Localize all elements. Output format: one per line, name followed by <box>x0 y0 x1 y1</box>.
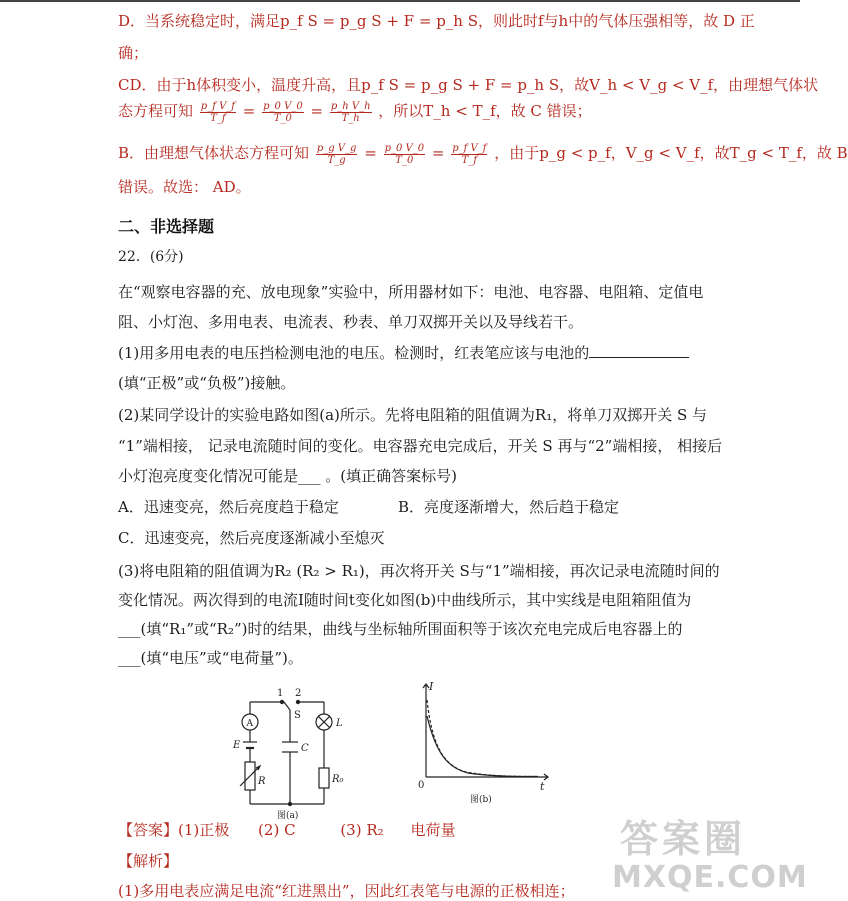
section-title: 二、非选择题 <box>118 217 215 236</box>
analysis-cd-line2: 态方程可知 $\frac{\text{p\_f V\_f}}{T\_f}$ = $\frac{p\_0 V\_0}{T\_0}$ = $\frac{\text{p\_h V\_h}}{T\_h}$ ，所以T_h < T_f，故 C 错误； <box>118 100 592 124</box>
part3-line1: (3)将电阻箱的阻值调为R₂ (R₂ > R₁)，再次将开关 S与“1”端相接，再次记录电流随时间的 <box>118 562 720 580</box>
option-a: A．迅速变亮，然后亮度趋于稳定 <box>118 498 339 516</box>
dashed-curve <box>427 700 538 777</box>
top-rule <box>0 0 800 2</box>
watermark-cn: 答案圈 <box>620 817 747 861</box>
part1-line2: (填“正极”或“负极”)接触。 <box>118 374 296 392</box>
answer-part3-label: (3) <box>340 821 362 839</box>
fraction-g: $\frac{\text{p\_g V\_g}}{T\_g}$ <box>316 142 357 166</box>
part2-line1: (2)某同学设计的实验电路如图(a)所示。先将电阻箱的阻值调为R₁，将单刀双掷开关 S 与 <box>118 406 708 424</box>
answer-part3-value: R₂ <box>366 821 384 839</box>
switch-label: S <box>294 710 301 721</box>
ammeter-label: A <box>246 719 253 729</box>
fraction-f: $\frac{\text{p\_f V\_f}}{T\_f}$ <box>200 100 236 124</box>
b-text-a: B．由理想气体状态方程可知 <box>118 144 310 162</box>
battery-label: E <box>233 740 241 751</box>
fraction-fb: $\frac{\text{p\_f V\_f}}{T\_f}$ <box>452 142 487 166</box>
circuit-diagram <box>220 684 360 824</box>
figure-b-caption: 图(b) <box>470 795 492 805</box>
analysis-b-line2: 错误。故选： AD。 <box>118 178 251 196</box>
switch-blade <box>284 702 290 710</box>
fraction-0b: $\frac{p\_0 V\_0}{T\_0}$ <box>384 142 425 166</box>
t-axis-label: t <box>540 780 545 793</box>
analysis-line1: (1)多用电表应满足电流“红进黑出”，因此红表笔与电源的正极相连； <box>118 882 575 900</box>
part3-line3: ___(填“R₁”或“R₂”)时的结果，曲线与坐标轴所围面积等于该次充电完成后电容器上的 <box>118 620 683 638</box>
analysis-d-line1: D．当系统稳定时，满足p_f S = p_g S + F = p_h S，则此时f与h中的气体压强相等，故 D 正 <box>118 12 755 30</box>
option-c: C．迅速变亮，然后亮度逐渐减小至熄灭 <box>118 529 385 547</box>
watermark <box>598 808 808 900</box>
answer-blank <box>589 343 689 358</box>
fraction-0: $\frac{p\_0 V\_0}{T\_0}$ <box>263 100 303 124</box>
answer-tag: 【答案】 <box>118 821 179 839</box>
watermark-en: MXQE.COM <box>612 860 808 895</box>
lamp-label: L <box>336 718 343 729</box>
part2-line2: “1”端相接， 记录电流随时间的变化。电容器充电完成后，开关 S 再与“2”端相接， 相接后 <box>118 437 723 455</box>
terminal-1-label: 1 <box>277 688 284 699</box>
terminal-2-label: 2 <box>295 688 302 699</box>
solid-curve <box>427 716 538 777</box>
answer-part4: 电荷量 <box>410 821 456 839</box>
fraction-h: $\frac{\text{p\_h V\_h}}{T\_h}$ <box>330 100 371 124</box>
analysis-b-line1: B．由理想气体状态方程可知 $\frac{\text{p\_g V\_g}}{T\_g}$ = $\frac{p\_0 V\_0}{T\_0}$ = $\frac{\text{p\_f V\_f}}{T\_f}$ ，由于p_g < p_f，V_g < V_f，故T_g < T_f，故 B <box>118 142 848 166</box>
part1-line1: (1)用多用电表的电压挡检测电池的电压。检测时，红表笔应该与电池的 <box>118 342 689 363</box>
part2-line3: 小灯泡亮度变化情况可能是___ 。(填正确答案标号) <box>118 467 457 485</box>
answer-part2: (2) C <box>258 821 296 839</box>
question-intro-1: 在“观察电容器的充、放电现象”实验中，所用器材如下：电池、电容器、电阻箱、定值电 <box>118 283 704 301</box>
resistor-box-label: R <box>258 776 266 787</box>
i-axis-label: I <box>429 680 434 693</box>
answer-line <box>118 819 455 840</box>
b-text-b: ，由于p_g < p_f，V_g < V_f，故T_g < T_f，故 B <box>494 144 848 162</box>
part3-line2: 变化情况。两次得到的电流I随时间t变化如图(b)中曲线所示，其中实线是电阻箱阻值为 <box>118 591 692 609</box>
answer-part1: (1)正极 <box>178 821 230 839</box>
question-intro-2: 阻、小灯泡、多用电表、电流表、秒表、单刀双掷开关以及导线若干。 <box>118 313 584 331</box>
fixed-resistor-symbol <box>319 768 329 788</box>
option-b: B．亮度逐渐增大，然后趋于稳定 <box>398 498 620 516</box>
question-header: 22．(6分) <box>118 249 184 265</box>
current-time-graph <box>408 676 558 806</box>
capacitor-label: C <box>301 743 309 754</box>
fixed-resistor-label: R₀ <box>332 774 344 785</box>
cd-text-a: 态方程可知 <box>118 102 194 120</box>
analysis-d-line2: 确； <box>118 44 149 62</box>
origin-label: 0 <box>418 780 425 791</box>
analysis-tag: 【解析】 <box>118 852 179 870</box>
figure-a-caption: 图(a) <box>277 811 299 821</box>
analysis-cd-line1: CD．由于h体积变小，温度升高，且p_f S = p_g S + F = p_h S，故V_h < V_g < V_f，由理想气体状 <box>118 76 819 94</box>
part3-line4: ___(填“电压”或“电荷量”)。 <box>118 649 303 667</box>
cd-text-b: ，所以T_h < T_f，故 C 错误； <box>378 102 592 120</box>
